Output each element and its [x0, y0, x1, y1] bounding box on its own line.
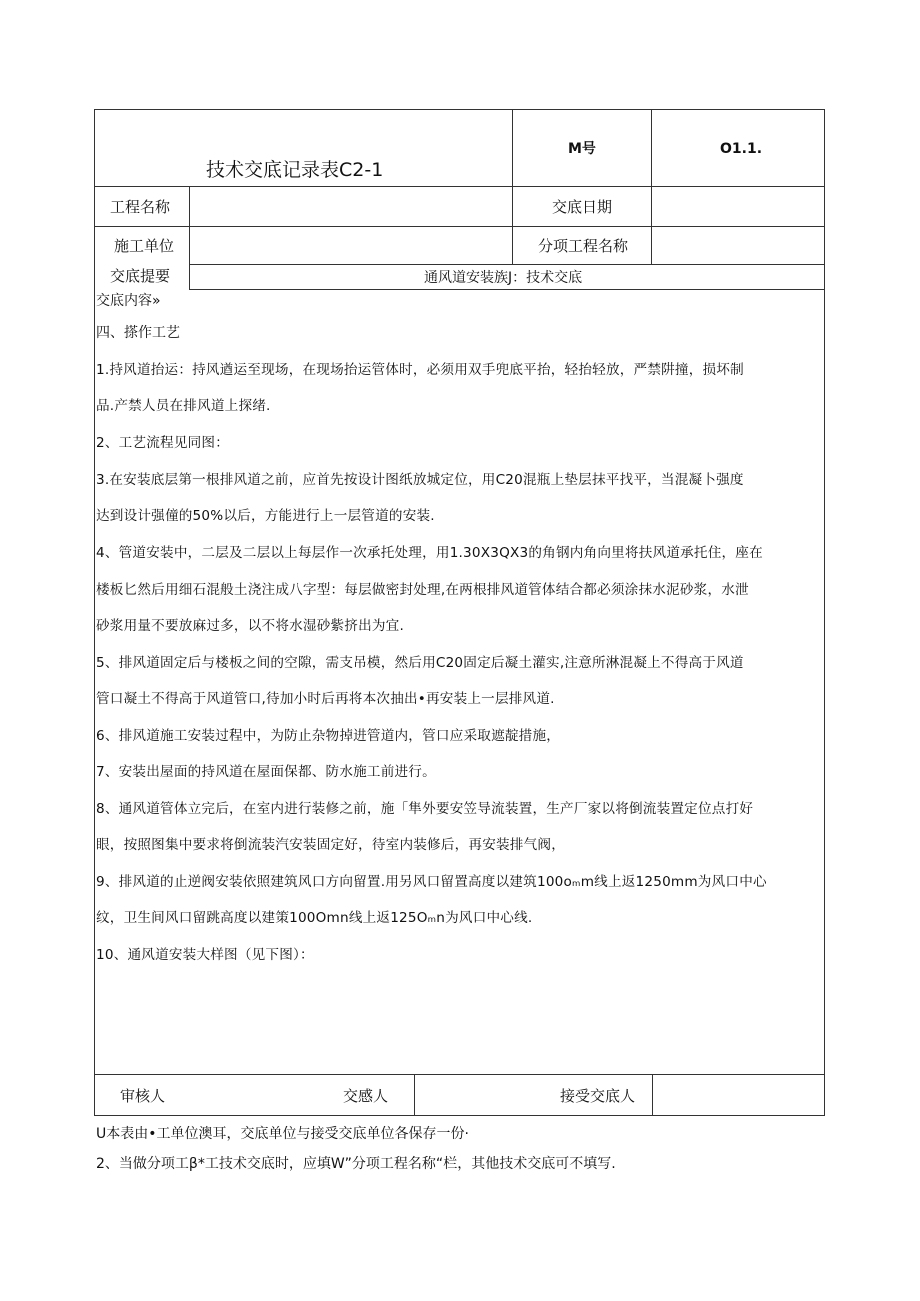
- content-line: 5、排风道固定后与楼板之间的空隙，需支吊模，然后用C20固定后凝土灌实,注意所淋混凝上不得高于风道: [96, 655, 744, 671]
- page-title: 技术交底记录表C2-1: [206, 159, 384, 181]
- note-line: 2、当做分项工β*工技术交底时，应填W”分项工程名称“栏，其他技术交底可不填写.: [96, 1156, 616, 1172]
- summary-label: 交底提要: [110, 267, 171, 285]
- content-line: 9、排风道的止逆阀安装依照建筑风口方向留置.用另风口留置高度以建筑100oₘm线上返1250mm为风口中心: [96, 874, 767, 890]
- contractor-label: 施工单位: [114, 237, 175, 255]
- content-line: 3.在安装底层第一根排风道之前，应首先按设计图纸放城定位，用C20混瓶上垫层抹平找平，当混凝卜强度: [96, 472, 744, 488]
- content-line: 7、安装出屋面的持风道在屋面保都、防水施工前进行。: [96, 764, 436, 780]
- col-divider: [651, 109, 652, 265]
- col-divider: [414, 1074, 415, 1116]
- content-heading: 交底内容»: [96, 293, 161, 309]
- row-divider: [94, 1074, 825, 1075]
- content-line: 楼板匕然后用细石混般土浇注成八字型：每层做密封处理,在两根排风道管体结合都必须涂抹水泥砂浆，水泄: [96, 582, 749, 598]
- content-line: 6、排风道施工安装过程中，为防止杂物掉进管道内，管口应采取遮靛措施，: [96, 728, 561, 744]
- content-line: 品.产禁人员在排风道上探绪.: [96, 398, 271, 414]
- form-frame: [94, 109, 825, 1116]
- note-line: U本表由•工单位澳耳，交底单位与接受交底单位各保存一份·: [96, 1126, 469, 1142]
- content-line: 管口凝土不得高于风道管口,待加小时后再将本次抽出•再安装上一层排风道.: [96, 691, 555, 707]
- content-line: 8、通风道管体立完后，在室内进行装修之前，施「隼外要安笠导流装置，生产厂家以将倒流装置定位点打好: [96, 801, 754, 817]
- presenter-label: 交感人: [343, 1087, 389, 1105]
- col-divider: [189, 186, 190, 290]
- content-line: 眼，按照图集中要求将倒流装汽安装固定好，待室内装修后，再安装排气阀，: [96, 837, 565, 853]
- section-heading: 四、搽作工艺: [96, 325, 180, 341]
- number-label: M号: [568, 141, 596, 157]
- content-line: 4、管道安装中，二层及二层以上每层作一次承托处理，用1.30X3QX3的角钢内角向里将扶风道承托住，座在: [96, 545, 763, 561]
- content-line: 纹，卫生间风口留跳高度以建策100Omn线上返125Oₘn为风口中心线.: [96, 910, 533, 926]
- project-name-label: 工程名称: [110, 198, 171, 216]
- content-line: 10、通风道安装大样图（见下图）：: [96, 947, 314, 963]
- number-value: O1.1.: [720, 141, 763, 157]
- content-line: 2、工艺流程见同图：: [96, 435, 229, 451]
- content-line: 1.持风道抬运：持风遒运至现场，在现场抬运管体时，必须用双手兜底平抬，轻抬轻放，严禁阱撞，损坏制: [96, 362, 744, 378]
- date-label: 交底日期: [552, 198, 613, 216]
- content-line: 达到设计强僮的50%以后，方能进行上一层管道的安装.: [96, 508, 435, 524]
- subitem-label: 分项工程名称: [538, 237, 629, 255]
- row-divider: [189, 289, 825, 290]
- receiver-label: 接受交底人: [560, 1087, 636, 1105]
- summary-value: 通风道安装族J：技术交底: [424, 270, 583, 286]
- row-divider: [94, 186, 825, 187]
- row-divider: [189, 264, 825, 265]
- col-divider: [652, 1074, 653, 1116]
- col-divider: [512, 109, 513, 265]
- row-divider: [94, 226, 825, 227]
- reviewer-label: 审核人: [120, 1087, 166, 1105]
- content-line: 砂浆用量不要放麻过多，以不将水湿砂紫挤出为宜.: [96, 618, 404, 634]
